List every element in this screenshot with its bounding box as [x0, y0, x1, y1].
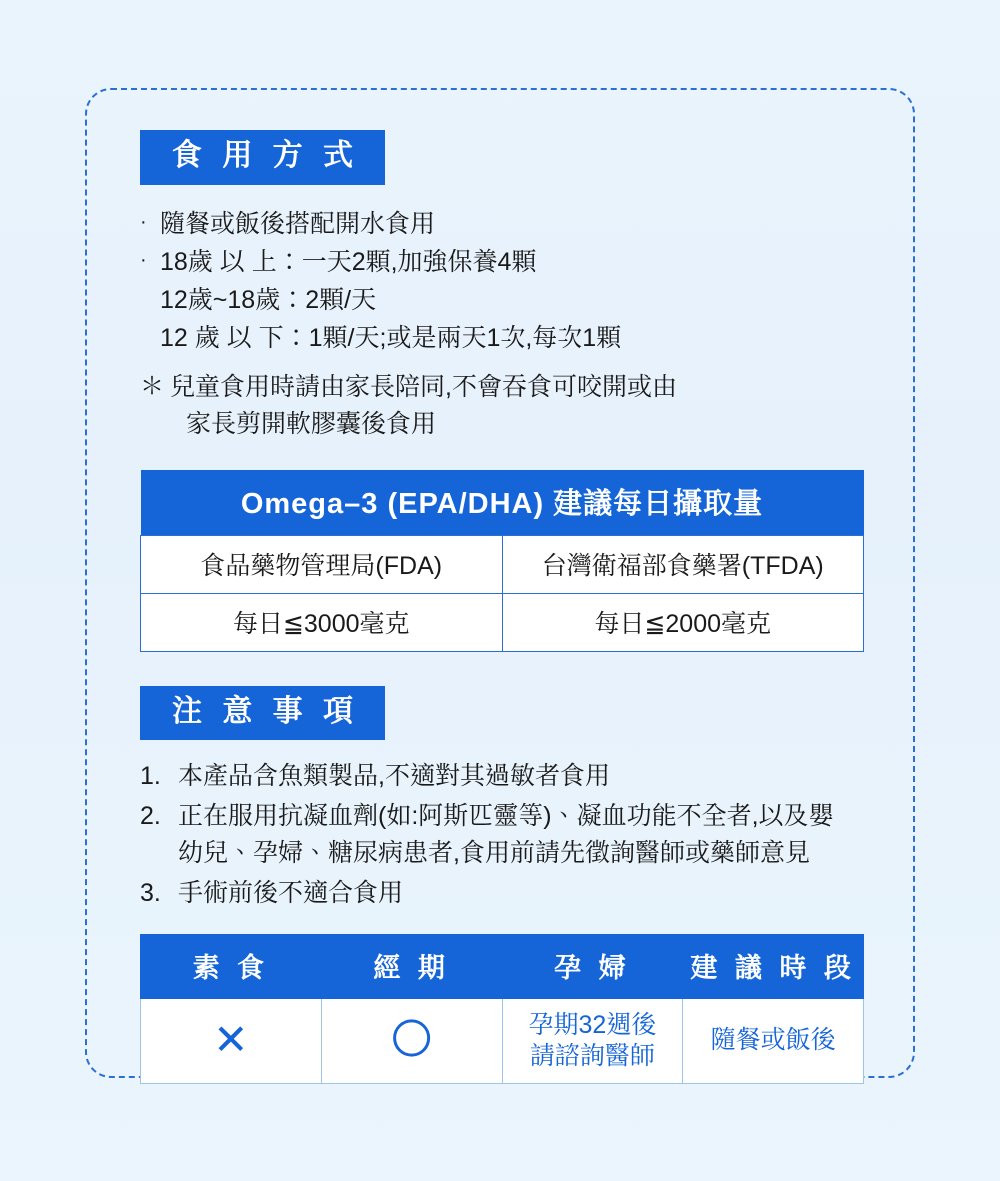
usage-note-line2: 家長剪開軟膠囊後食用	[186, 410, 437, 438]
usage-sub-line: 12 歲 以 下：1顆/天;或是兩天1次,每次1顆	[160, 323, 622, 352]
notice-list	[140, 758, 870, 912]
notice-item-number: 3.	[140, 878, 161, 907]
suitability-header-menstruation: 經 期	[321, 935, 502, 999]
list-item	[140, 205, 870, 243]
suitability-cell-menstruation	[321, 999, 502, 1084]
list-item	[140, 758, 870, 796]
table-row	[141, 470, 864, 536]
omega-column-header-tfda: 台灣衛福部食藥署(TFDA)	[502, 535, 864, 593]
notice-item-line1: 正在服用抗凝血劑(如:阿斯匹靈等)、凝血功能不全者,以及嬰	[178, 801, 834, 830]
notice-item-number: 1.	[140, 762, 161, 790]
notice-item-line2: 幼兒、孕婦、糖尿病患者,食用前請先徵詢醫師或藥師意見	[178, 839, 810, 867]
notice-title-wrap	[140, 686, 870, 741]
list-item	[140, 798, 870, 873]
list-item	[140, 243, 870, 281]
suitability-cell-recommended-time	[683, 999, 864, 1084]
suitability-cell-pregnancy	[502, 999, 683, 1084]
omega-value-fda: 每日≦3000毫克	[141, 593, 503, 651]
notice-section-title: 注 意 事 項	[140, 686, 385, 741]
usage-note	[140, 369, 870, 444]
usage-bullet-text: 隨餐或飯後搭配開水食用	[160, 209, 436, 238]
omega-value-tfda: 每日≦2000毫克	[502, 593, 864, 651]
table-row	[141, 935, 864, 999]
bullet-dot-icon: ·	[140, 248, 147, 271]
circle-mark-icon: 〇	[391, 1018, 432, 1063]
notice-item-line1: 手術前後不適合食用	[178, 878, 404, 907]
table-row	[141, 593, 864, 651]
list-item	[140, 875, 870, 913]
recommended-time-text: 隨餐或飯後	[710, 1026, 836, 1055]
table-row	[141, 535, 864, 593]
omega-intake-table	[140, 470, 864, 652]
cross-mark-icon: ✕	[213, 1016, 249, 1064]
notice-item-text	[178, 798, 870, 873]
pregnancy-line2: 請諮詢醫師	[529, 1042, 655, 1070]
usage-bullet-list	[140, 205, 870, 281]
content-container	[140, 130, 870, 1084]
usage-bullet-text: 18歲 以 上：一天2顆,加強保養4顆	[160, 247, 537, 276]
suitability-header-recommended-time: 建 議 時 段	[683, 935, 864, 999]
table-row	[141, 999, 864, 1084]
suitability-header-vegetarian: 素 食	[141, 935, 322, 999]
suitability-table	[140, 934, 864, 1084]
notice-item-number: 2.	[140, 801, 161, 830]
asterisk-icon: ＊	[140, 372, 164, 400]
omega-column-header-fda: 食品藥物管理局(FDA)	[141, 535, 503, 593]
suitability-cell-vegetarian	[141, 999, 322, 1084]
omega-table-header: Omega–3 (EPA/DHA) 建議每日攝取量	[141, 470, 864, 536]
notice-item-text	[178, 758, 870, 796]
bullet-dot-icon: ·	[140, 210, 147, 233]
notice-item-line1: 本產品含魚類製品,不適對其過敏者食用	[178, 762, 610, 790]
usage-section-title: 食 用 方 式	[140, 130, 385, 185]
notice-item-text	[178, 875, 870, 913]
pregnancy-line1: 孕期32週後	[528, 1010, 657, 1039]
suitability-header-pregnancy: 孕 婦	[502, 935, 683, 999]
usage-note-body	[170, 369, 870, 444]
usage-note-line1: 兒童食用時請由家長陪同,不會吞食可咬開或由	[170, 372, 677, 401]
usage-sub-line: 12歲~18歲：2顆/天	[160, 285, 377, 314]
